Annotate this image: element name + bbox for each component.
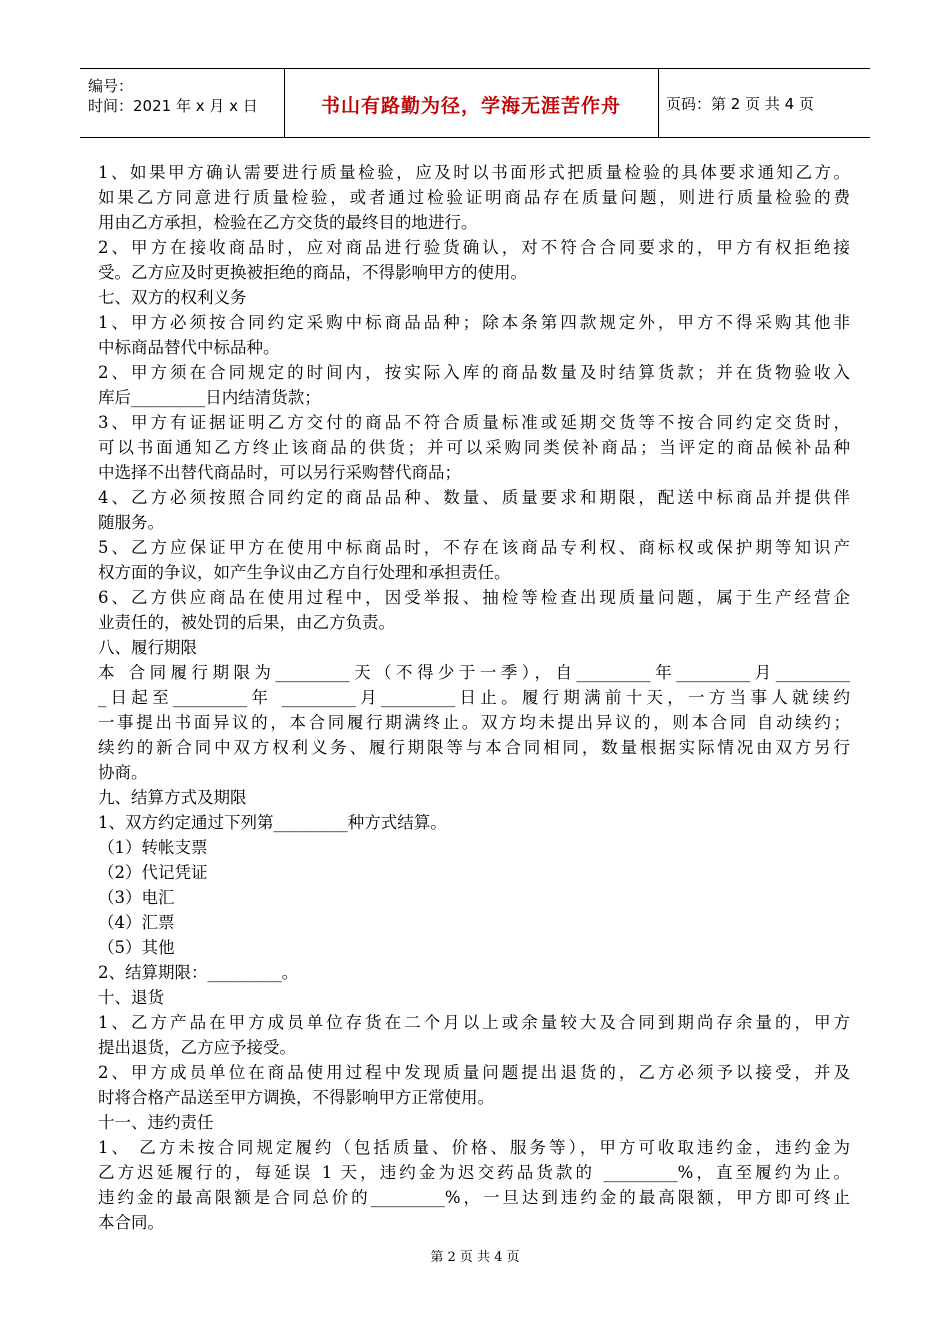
header-motto: 书山有路勤为径，学海无涯苦作舟 [320,95,621,117]
body-text-line: 用由乙方承担，检验在乙方交货的最终目的地进行。 [98,213,478,232]
body-text-line: 4、乙方必须按照合同约定的商品品种、数量、质量要求和期限，配送中标商品并提供伴 [98,488,850,507]
body-text-line: 八、履行期限 [98,638,197,657]
body-text-line: 2、甲方须在合同规定的时间内，按实际入库的商品数量及时结算货款；并在货物验收入 [98,363,850,382]
body-text-line: 十、退货 [98,988,164,1007]
body-text-line: 九、结算方式及期限 [98,788,247,807]
body-text-line: 七、双方的权利义务 [98,288,247,307]
body-text-line: 提出退货，乙方应予接受。 [98,1038,296,1057]
body-text-line: 本合同。 [98,1213,164,1232]
header-page-cell [658,69,870,137]
body-text-line: 5、乙方应保证甲方在使用中标商品时，不存在该商品专利权、商标权或保护期等知识产 [98,538,850,557]
body-text-line: （1）转帐支票 [98,838,208,857]
page-header [80,68,870,138]
body-text-line: 1、双方约定通过下列第_________种方式结算。 [98,813,447,832]
body-text-line: 6、乙方供应商品在使用过程中，因受举报、抽检等检查出现质量问题，属于生产经营企 [98,588,850,607]
body-text-line: 1、如果甲方确认需要进行质量检验，应及时以书面形式把质量检验的具体要求通知乙方。 [98,163,850,182]
body-text-line: 3、甲方有证据证明乙方交付的商品不符合质量标准或延期交货等不按合同约定交货时， [98,413,850,432]
body-text-line: 权方面的争议，如产生争议由乙方自行处理和承担责任。 [98,563,511,582]
body-text-line: 2、结算期限：_________。 [98,963,299,982]
body-text-line: 1、 乙方未按合同规定履约（包括质量、价格、服务等），甲方可收取违约金，违约金为 [98,1138,850,1157]
document-body [98,160,850,1235]
body-text-line: 2、甲方在接收商品时，应对商品进行验货确认，对不符合合同要求的，甲方有权拒绝接 [98,238,850,257]
body-text-line: 可以书面通知乙方终止该商品的供货；并可以采购同类侯补商品；当评定的商品候补品种 [98,438,850,457]
body-text-line: 十一、违约责任 [98,1113,214,1132]
body-text-line: 违约金的最高限额是合同总价的_________%，一旦达到违约金的最高限额，甲方即可终止 [98,1188,850,1207]
body-text-line: 库后_________日内结清货款； [98,388,321,407]
body-text-line: 续约的新合同中双方权利义务、履行期限等与本合同相同，数量根据实际情况由双方另行 [98,738,850,757]
body-text-line: 业责任的，被处罚的后果，由乙方负责。 [98,613,395,632]
body-text-line: （4）汇票 [98,913,175,932]
body-text-line: 中标商品替代中标品种。 [98,338,280,357]
body-text-line: 中选择不出替代商品时，可以另行采购替代商品； [98,463,461,482]
body-text-line: 受。乙方应及时更换被拒绝的商品，不得影响甲方的使用。 [98,263,527,282]
document-date: 时间：2021 年 x 月 x 日 [88,97,258,115]
body-text-line: 随服务。 [98,513,164,532]
header-page-info: 页码：第 2 页 共 4 页 [666,95,814,113]
body-text-line: （2）代记凭证 [98,863,208,882]
body-text-line: 时将合格产品送至甲方调换，不得影响甲方正常使用。 [98,1088,494,1107]
body-text-line: 如果乙方同意进行质量检验，或者通过检验证明商品存在质量问题，则进行质量检验的费 [98,188,850,207]
body-text-line: （3）电汇 [98,888,175,907]
body-text-line: 乙方迟延履行的，每延误 1 天，违约金为迟交药品货款的 _________%，直至履约为止。 [98,1163,850,1182]
header-meta-cell [80,69,285,137]
body-text-line: 本 合同履行期限为_________天（不得少于一季），自_________年_________月_________ [98,663,850,682]
body-text-line: 2、甲方成员单位在商品使用过程中发现质量问题提出退货的，乙方必须予以接受，并及 [98,1063,850,1082]
body-text-line: 1、乙方产品在甲方成员单位存货在二个月以上或余量较大及合同到期尚存余量的，甲方 [98,1013,850,1032]
body-text-line: 1、甲方必须按合同约定采购中标商品品种；除本条第四款规定外，甲方不得采购其他非 [98,313,850,332]
body-text-line: 协商。 [98,763,148,782]
document-number-label: 编号： [88,77,134,95]
body-text-line: _日起至_________年 _________月_________日止。履行期满前十天，一方当事人就续约 [98,688,850,707]
header-motto-cell [284,69,659,137]
body-text-line: 一事提出书面异议的，本合同履行期满终止。双方均未提出异议的，则本合同 自动续约； [98,713,850,732]
body-text-line: （5）其他 [98,938,175,957]
page-footer: 第 2 页 共 4 页 [430,1250,520,1265]
